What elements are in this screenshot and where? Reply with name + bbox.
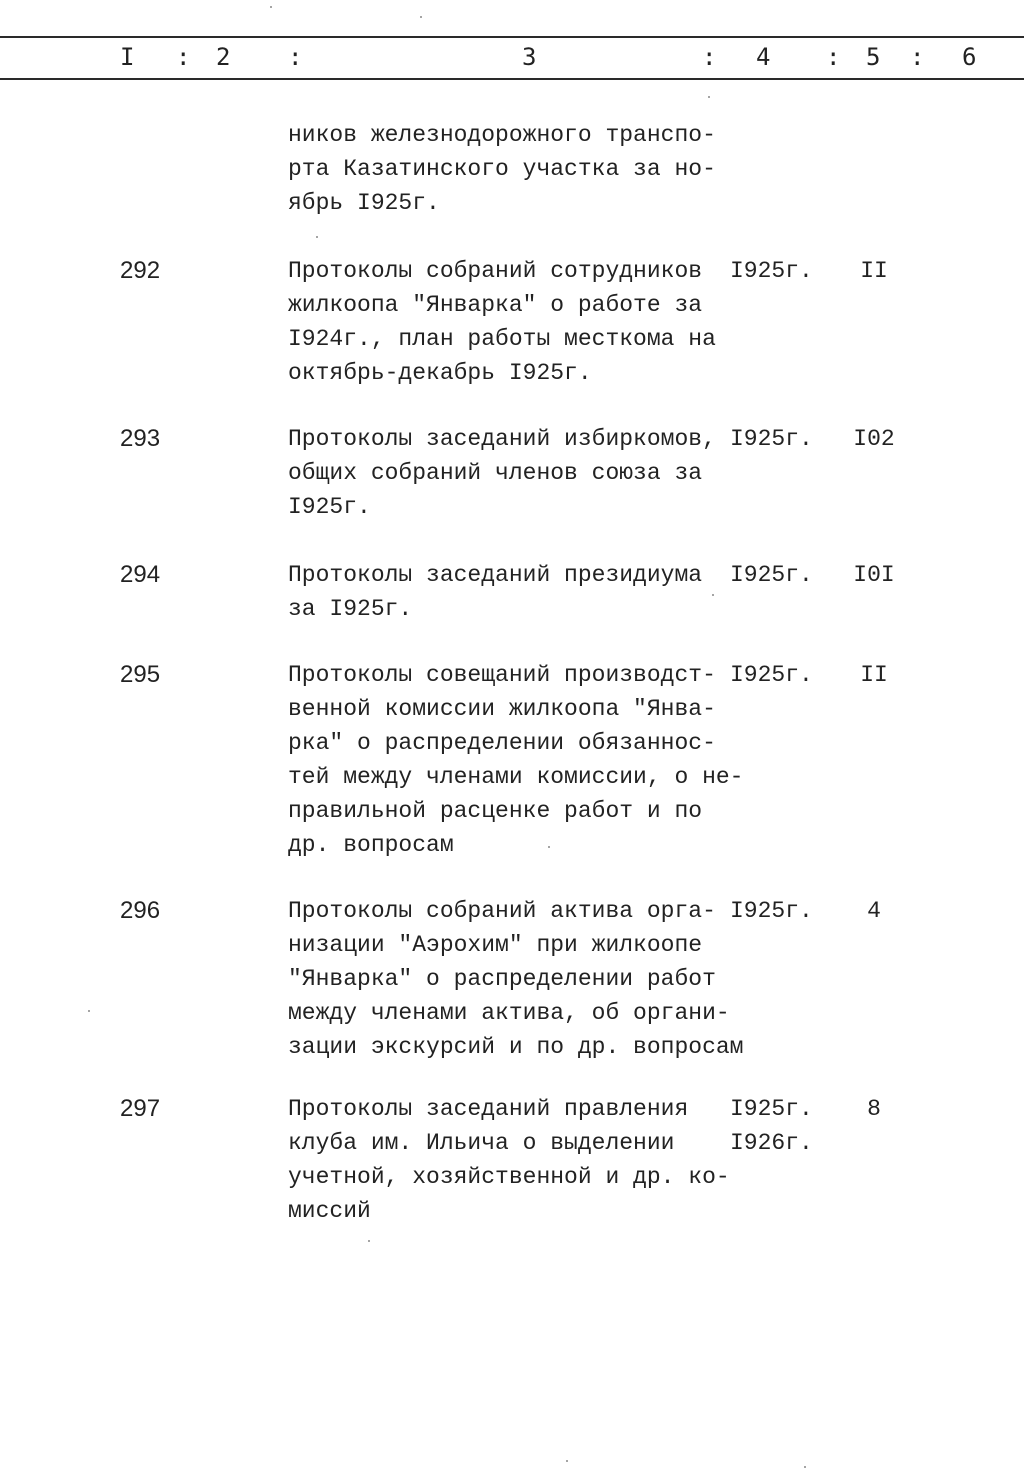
- text-line: жилкоопа "Январка" о работе за: [288, 292, 703, 318]
- text-line: Протоколы заседаний правления: [288, 1096, 689, 1122]
- text-line: Протоколы совещаний производст-: [288, 662, 716, 688]
- file-title: [288, 894, 758, 1064]
- scan-speck: [270, 6, 272, 8]
- column-separator: :: [826, 43, 841, 71]
- text-line: Протоколы заседаний избиркомов,: [288, 426, 716, 452]
- column-header-3: 3: [522, 43, 537, 71]
- text-line: за I925г.: [288, 596, 413, 622]
- column-separator: :: [702, 43, 717, 71]
- sheet-count: 4: [867, 898, 881, 924]
- scan-speck: [712, 594, 714, 596]
- text-line: I925г.: [288, 494, 371, 520]
- file-date: I926г.: [730, 1130, 813, 1156]
- file-number: 294: [120, 561, 161, 588]
- file-number: 293: [120, 425, 161, 452]
- column-separator: :: [910, 43, 925, 71]
- scan-speck: [548, 846, 550, 848]
- text-line: Протоколы заседаний президиума: [288, 562, 703, 588]
- text-line: клуба им. Ильича о выделении: [288, 1130, 675, 1156]
- text-line: I924г., план работы месткома на: [288, 326, 716, 352]
- text-line: ников железнодорожного транспо-: [288, 122, 716, 148]
- column-separator: :: [176, 43, 191, 71]
- scan-speck: [420, 16, 422, 18]
- text-line: венной комиссии жилкоопа "Янва-: [288, 696, 716, 722]
- file-date: I925г.: [730, 258, 813, 284]
- file-number: 295: [120, 661, 161, 688]
- text-line: Протоколы собраний актива орга-: [288, 898, 716, 924]
- scan-speck: [804, 1466, 806, 1468]
- sheet-count: 8: [867, 1096, 881, 1122]
- column-header-2: 2: [216, 43, 231, 71]
- header-bottom-rule: [0, 78, 1024, 80]
- text-line: рка" о распределении обязаннос-: [288, 730, 716, 756]
- file-title: [288, 422, 758, 524]
- file-number: 296: [120, 897, 161, 924]
- file-date: I925г.: [730, 562, 813, 588]
- file-date: I925г.: [730, 426, 813, 452]
- text-line: "Январка" о распределении работ: [288, 966, 716, 992]
- file-title: [288, 1092, 758, 1228]
- sheet-count: I0I: [853, 562, 895, 588]
- text-line: общих собраний членов союза за: [288, 460, 703, 486]
- file-date: I925г.: [730, 898, 813, 924]
- column-separator: :: [288, 43, 303, 71]
- text-line: учетной, хозяйственной и др. ко-: [288, 1164, 730, 1190]
- text-line: правильной расценке работ и по: [288, 798, 703, 824]
- text-line: Протоколы собраний сотрудников: [288, 258, 703, 284]
- scan-speck: [88, 1010, 90, 1012]
- text-line: ябрь I925г.: [288, 190, 440, 216]
- column-header-4: 4: [756, 43, 771, 71]
- column-header-6: 6: [962, 43, 977, 71]
- text-line: низации "Аэрохим" при жилкоопе: [288, 932, 703, 958]
- column-header-5: 5: [866, 43, 881, 71]
- sheet-count: I02: [853, 426, 895, 452]
- column-header-1: I: [120, 43, 135, 71]
- continuation-text: [288, 118, 758, 220]
- file-title: [288, 558, 758, 626]
- text-line: тей между членами комиссии, о не-: [288, 764, 744, 790]
- file-date: I925г.: [730, 1096, 813, 1122]
- text-line: др. вопросам: [288, 832, 454, 858]
- file-number: 297: [120, 1095, 161, 1122]
- text-line: миссий: [288, 1198, 371, 1224]
- scan-speck: [708, 96, 710, 98]
- text-line: зации экскурсий и по др. вопросам: [288, 1034, 744, 1060]
- scan-speck: [316, 236, 318, 238]
- text-line: октябрь-декабрь I925г.: [288, 360, 592, 386]
- text-line: между членами актива, об органи-: [288, 1000, 730, 1026]
- scan-speck: [566, 1460, 568, 1462]
- header-top-rule: [0, 36, 1024, 38]
- sheet-count: II: [860, 662, 888, 688]
- scan-speck: [368, 1240, 370, 1242]
- file-date: I925г.: [730, 662, 813, 688]
- file-title: [288, 254, 758, 390]
- sheet-count: II: [860, 258, 888, 284]
- file-number: 292: [120, 257, 161, 284]
- file-title: [288, 658, 758, 862]
- text-line: рта Казатинского участка за но-: [288, 156, 716, 182]
